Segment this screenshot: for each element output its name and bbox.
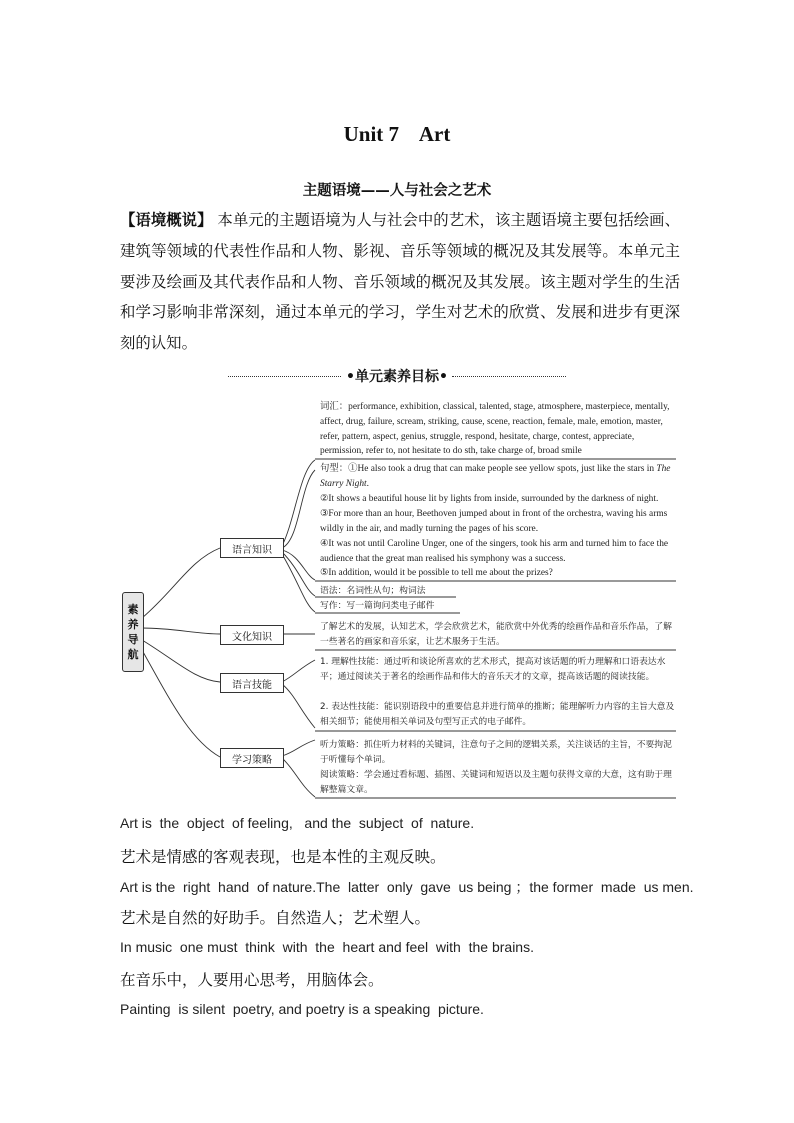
writing-text: 写作：写一篇询问类电子邮件: [320, 601, 435, 611]
vocab-text: 词汇：performance, exhibition, classical, talented, stage, atmosphere, masterpiece, mentally, affect, drug, failure, scream, striking, cause, scene, reaction, female, male, emotion, master, refer, pattern, aspect, genius, struggle, respond, hesitate, charge, contest, appreciate, permission, refer to, not hesitate to do sth, take charge of, broad smile: [320, 402, 670, 457]
quote-cn: 在音乐中，人要用心思考，用脑体会。: [120, 971, 384, 989]
connector-line: [282, 684, 315, 728]
quote-cn: 艺术是自然的好助手。自然造人；艺术塑人。: [120, 909, 431, 927]
intro-heading: 【语境概说】: [120, 211, 213, 229]
connector-line: [282, 460, 315, 546]
sentence-3: ③For more than an hour, Beethoven jumped about in front of the orchestra, waving his arms wildly in the air, and madly turning the pages of his score.: [320, 509, 668, 534]
goals-heading: •单元素养目标•: [346, 369, 448, 385]
bullet-icon: •: [346, 369, 355, 385]
connector-line: [142, 628, 220, 634]
grammar-text: 语法：名词性从句；构词法: [320, 586, 426, 596]
branch-learning-strategies: 学习策略: [220, 748, 284, 768]
strategy-reading: 阅读策略：学会通过看标题、插图、关键词和短语以及主题句获得文章的大意，这有助于理解整篇文章。: [320, 770, 672, 795]
connector-line: [282, 552, 315, 596]
quote-en: In music one must think with the heart and feel with the brains.: [120, 939, 534, 955]
quote-en: Painting is silent poetry, and poetry is a speaking picture.: [120, 1001, 484, 1017]
connector-line: [142, 640, 220, 682]
quote-cn: 艺术是情感的客观表现，也是本性的主观反映。: [120, 848, 446, 866]
connector-line: [282, 758, 315, 797]
bullet-icon: •: [439, 369, 448, 385]
skills-comprehension: 1. 理解性技能：通过听和谈论所喜欢的艺术形式，提高对该话题的听力理解和口语表达水平；通过阅读关于著名的绘画作品和伟大的音乐天才的文章，提高该话题的阅读技能。: [320, 657, 666, 682]
quote-en: Art is the right hand of nature.The latter only gave us being ；the former made us men.: [120, 879, 694, 895]
culture-text: 了解艺术的发展，认知艺术，学会欣赏艺术，能欣赏中外优秀的绘画作品和音乐作品，了解一些著名的画家和音乐家，让艺术服务于生活。: [320, 622, 672, 647]
page-title: Unit 7 Art: [343, 122, 451, 146]
skills-expression: 2. 表达性技能：能识别语段中的重要信息并进行简单的推断；能理解听力内容的主旨大意及相关细节；能使用相关单词及句型写正式的电子邮件。: [320, 702, 675, 727]
quote-en: Art is the object of feeling, and the subject of nature.: [120, 815, 475, 831]
mindmap-root: 素 养 导 航: [122, 592, 144, 672]
sentence-5: ⑤In addition, would it be possible to tell me about the prizes?: [320, 568, 553, 578]
branch-language-knowledge: 语言知识: [220, 538, 284, 558]
sentence-1: 句型：①He also took a drug that can make people see yellow spots, just like the stars in The Starry Night.: [320, 464, 671, 489]
section-subtitle: 主题语境——人与社会之艺术: [302, 183, 492, 199]
connector-line: [282, 740, 315, 756]
sentence-2: ②It shows a beautiful house lit by lights from inside, surrounded by the darkness of night.: [320, 494, 659, 504]
connector-line: [142, 548, 220, 618]
connector-line: [282, 660, 315, 682]
connector-line: [282, 470, 315, 548]
intro-body: 本单元的主题语境为人与社会中的艺术，该主题语境主要包括绘画、建筑等领域的代表性作品和人物、影视、音乐等领域的概况及其发展等。本单元主要涉及绘画及其代表作品和人物、音乐领域的概况及其发展。该主题对学生的生活和学习影响非常深刻，通过本单元的学习，学生对艺术的欣赏、发展和进步有更深刻的认知。: [120, 211, 680, 353]
branch-culture-knowledge: 文化知识: [220, 625, 284, 645]
connector-line: [282, 550, 315, 580]
strategy-listening: 听力策略：抓住听力材料的关键词，注意句子之间的逻辑关系，关注谈话的主旨，不要拘泥于听懂每个单词。: [320, 740, 672, 765]
branch-language-skills: 语言技能: [220, 673, 284, 693]
connector-line: [282, 554, 315, 612]
sentence-4: ④It was not until Caroline Unger, one of the singers, took his arm and turned him to face the audience that the great man realised his symphony was a success.: [320, 539, 669, 564]
